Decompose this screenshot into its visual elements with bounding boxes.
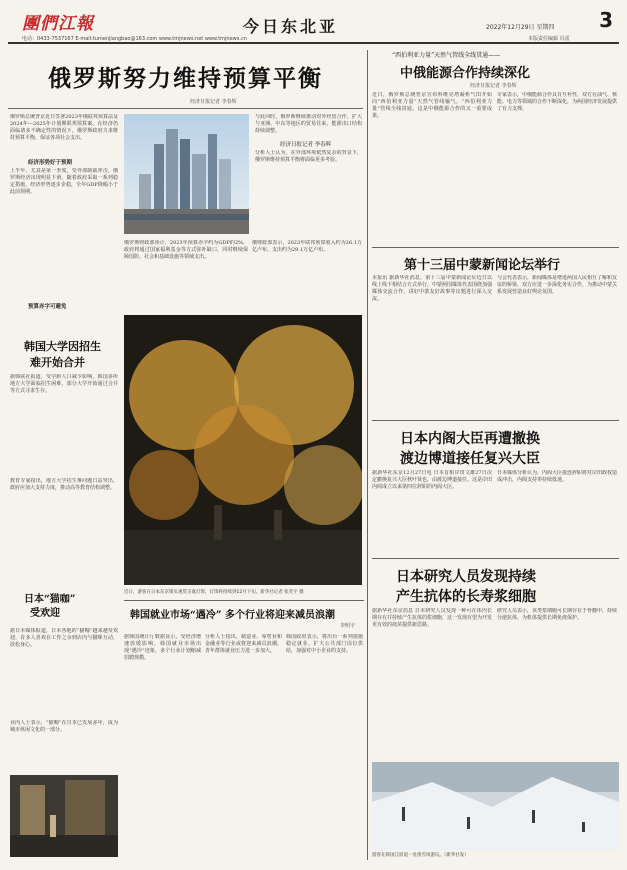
korea-jobs-headline: 韩国就业市场“遇冷” 多个行业将迎来减员浪潮 xyxy=(130,610,335,621)
japan-research-headline-1: 日本研究人员发现持续 xyxy=(396,569,536,585)
divider xyxy=(372,247,619,248)
russia-subhead-2: 预算赤字可避免 xyxy=(28,304,67,310)
editor-credit: 本版责任编辑 冯雷 xyxy=(528,36,570,42)
japan-cafe-headline-1: 日本“猫咖” xyxy=(24,594,76,605)
korea-jobs-body-3: 韩国政府表示，将出台一系列措施稳定就业，扩大公共部门岗位供给，加强对中小企业的支持。 xyxy=(286,634,363,654)
china-russia-body-1: 近日，俄罗斯总统普京宣布科维克塔凝析气田开始向“西伯利亚力量”天然气管线输气，“西伯利亚力量”管线全线贯通。这是中俄能源合作的又一重要成果。 xyxy=(372,92,492,119)
newspaper-logo: 團們江報 xyxy=(22,14,94,34)
night-photo-caption: 近日，游客在日本东京街头观赏圣诞灯饰，灯饰将持续到12月下旬。新华社记者 张笑宇 摄 xyxy=(124,590,304,595)
japan-cabinet-headline-2: 渡边博道接任复兴大臣 xyxy=(400,451,540,467)
divider xyxy=(372,420,619,421)
divider xyxy=(372,558,619,559)
russia-subhead-1: 经济形势好于预期 xyxy=(28,160,73,166)
korea-univ-body-2: 教育专家指出，地方大学招生难问题日益突出，政府应加大支持力度，推动高等教育结构调整。 xyxy=(10,478,118,491)
forum-headline: 第十三届中蒙新闻论坛举行 xyxy=(404,258,561,273)
russia-body-3: 俄罗斯财政部预计，2023年预算赤字约为GDP的2%，政府将通过国家福利基金等方式弥补缺口，同时继续保障国防、社会和基础设施等领域支出。 xyxy=(124,240,248,260)
china-russia-kicker: “西伯利亚力量”天然气管线全线贯通—— xyxy=(392,52,501,59)
japan-cabinet-headline-1: 日本内阁大臣再遭撤换 xyxy=(400,431,540,447)
moscow-city-photo xyxy=(124,114,249,234)
japan-cabinet-body-2: 日本媒体分析认为，内阁大臣接连辞职将对岸田政权造成冲击，内阁支持率持续低迷。 xyxy=(497,470,617,483)
korea-univ-headline-2: 难开始合并 xyxy=(30,356,85,369)
japan-cafe-headline-2: 受欢迎 xyxy=(30,608,60,619)
korea-jobs-body-1: 据韩国统计厅数据显示，受经济增速放缓影响，韩国就业市场出现“遇冷”迹象，多个行业计划缩减招聘规模。 xyxy=(124,634,201,661)
christmas-lights-photo xyxy=(124,315,362,585)
japan-research-body-2: 研究人员表示，该类浆细胞可长期存在于骨髓中，持续分泌抗体，为机体提供长期免疫保护。 xyxy=(497,608,617,621)
china-russia-headline: 中俄能源合作持续深化 xyxy=(400,66,531,81)
russia-body-2: 上半年，尤其是第一季度，受外部制裁冲击，俄罗斯经济出现明显下滑。随着政府采取一系列稳定措施，经济形势逐步企稳，全年GDP降幅小于此前预期。 xyxy=(10,168,118,195)
divider xyxy=(124,600,364,601)
issue-date: 2022年12月29日 星期四 xyxy=(486,24,555,31)
japan-research-headline-2: 产生抗体的长寿浆细胞 xyxy=(396,589,536,605)
masthead xyxy=(8,4,619,44)
japan-cafe-body-2: 业内人士表示，“猫咖”在日本已发展多年，成为城市休闲文化的一部分。 xyxy=(10,720,118,733)
forum-body-2: 与会代表表示，新闻媒体是增进两国人民相互了解和友谊的桥梁，双方应进一步深化务实合作，为推动中蒙关系发展营造良好舆论氛围。 xyxy=(497,275,617,295)
street-photo xyxy=(10,775,118,857)
japan-cafe-body-1: 据日本媒体报道，日本各地的“猫咖”越来越受欢迎，许多人喜欢在工作之余到店内与猫咪互动，放松身心。 xyxy=(10,628,118,648)
korea-univ-headline-1: 韩国大学因招生 xyxy=(24,340,101,353)
russia-headline: 俄罗斯努力维持预算平衡 xyxy=(48,65,323,92)
divider xyxy=(8,108,363,109)
russia-byline: 经济日报记者 李春辉 xyxy=(190,99,237,105)
column-divider xyxy=(367,50,368,860)
ski-resort-photo xyxy=(372,762,619,850)
contact-line: 电话：0433-7537167 E-mail:tumenjiangbao@163.com www.tmjnews.net www.tmjnews.cn xyxy=(22,36,247,42)
russia-subhead-inner: 经济日报记者 李春辉 xyxy=(280,142,332,148)
china-russia-body-2: 专家表示，中俄能源合作具有互补性，双方在油气、核能、电力等领域的合作不断深化，为两国经济发展提供了有力支撑。 xyxy=(497,92,617,112)
japan-research-body-1: 据新华社东京消息 日本研究人员发现一种可在体内长期存在并持续产生抗体的浆细胞，这一发现有望为开发更有效的疫苗提供新思路。 xyxy=(372,608,492,628)
russia-body-6: 分析人士认为，在外部环境依然复杂的背景下，俄罗斯维持预算平衡将面临更多考验。 xyxy=(255,150,362,163)
russia-body-5: 与此同时，俄罗斯继续推动对外经贸合作，扩大与亚洲、中东等地区的贸易往来，能源出口结构持续调整。 xyxy=(255,114,362,134)
korea-jobs-byline: 李明宇 xyxy=(340,623,356,629)
ski-photo-caption: 游客在韩国江原道一处滑雪场游玩。（新华社发） xyxy=(372,853,469,858)
forum-body-1: 本报讯 据新华社消息，第十三届中蒙新闻论坛近日以线上线下相结合方式举行，中蒙两国媒体代表围绕加强媒体交流合作、讲好中蒙友好故事等议题进行深入交流。 xyxy=(372,275,492,302)
page-number: 3 xyxy=(599,8,613,32)
china-russia-byline: 经济日报记者 李春辉 xyxy=(470,83,517,89)
russia-body-4: 俄财政部表示，2023年联邦预算收入约为26.1万亿卢布，支出约为29.1万亿卢布。 xyxy=(252,240,362,253)
section-title: 今日东北亚 xyxy=(243,17,339,36)
korea-univ-body-1: 据韩联社报道，受学龄人口减少影响，韩国多所地方大学面临招生困难，部分大学开始通过合并等方式寻求生存。 xyxy=(10,374,118,394)
japan-cabinet-body-1: 据新华社东京12月27日电 日本首相岸田文雄27日决定撤换复兴大臣秋叶贤也，由渡边博道接任。这是岸田内阁成立以来第四位辞职的内阁大臣。 xyxy=(372,470,492,490)
russia-body-1: 俄罗斯总统普京近日签署2023年俄联邦预算法及2024年—2025年计划期联邦预算案。在经济仍面临诸多不确定性的情况下，俄罗斯政府力求维持预算平衡，保证各项社会支出。 xyxy=(10,114,118,141)
korea-jobs-body-2: 分析人士指出，制造业、零售业和金融业等行业或将迎来减员浪潮，青年群体就业压力进一步加大。 xyxy=(205,634,282,654)
